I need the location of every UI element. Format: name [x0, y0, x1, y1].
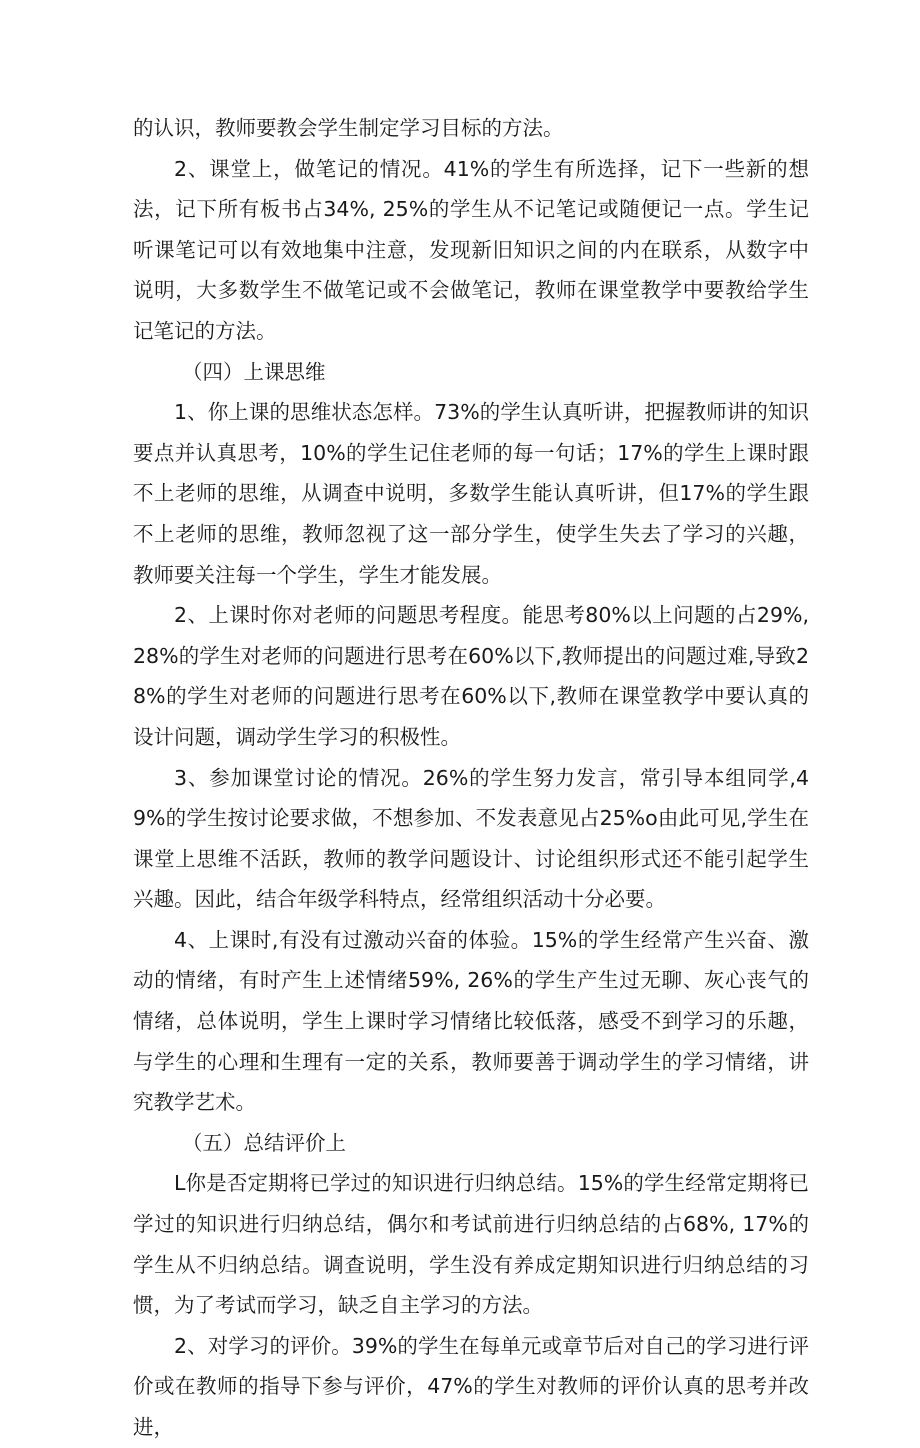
paragraph-continuation: 的认识，教师要教会学生制定学习目标的方法。 [133, 116, 564, 140]
section-heading-thinking: （四）上课思维 [182, 359, 326, 384]
paragraph-review: L你是否定期将已学过的知识进行归纳总结。15%的学生经常定期将已学过的知识进行归纳总结，偶尔和考试前进行归纳总结的占68%, 17%的学生从不归纳总结。调查说明，学生没有养成定期知识进行归纳总结的习惯，为了考试而学习，缺乏自主学习的方法。 [133, 1171, 809, 1318]
paragraph-evaluation: 2、对学习的评价。39%的学生在每单元或章节后对自己的学习进行评价或在教师的指导下参与评价，47%的学生对教师的评价认真的思考并改进， [133, 1333, 809, 1439]
paragraph-note-taking: 2、课堂上，做笔记的情况。41%的学生有所选择，记下一些新的想法，记下所有板书占34%, 25%的学生从不记笔记或随便记一点。学生记听课笔记可以有效地集中注意，发现新旧知识之间的内在联系，从数字中说明，大多数学生不做笔记或不会做笔记，教师在课堂教学中要教给学生记笔记的方法。 [133, 156, 809, 343]
paragraph-thinking-state: 1、你上课的思维状态怎样。73%的学生认真听讲，把握教师讲的知识要点并认真思考，10%的学生记住老师的每一句话；17%的学生上课时跟不上老师的思维，从调查中说明，多数学生能认真听讲，但17%的学生跟不上老师的思维，教师忽视了这一部分学生，使学生失去了学习的兴趣，教师要关注每一个学生，学生才能发展。 [133, 400, 809, 587]
section-heading-summary: （五）总结评价上 [182, 1130, 346, 1155]
paragraph-excitement: 4、上课时,有没有过激动兴奋的体验。15%的学生经常产生兴奋、激动的情绪，有时产生上述情绪59%, 26%的学生产生过无聊、灰心丧气的情绪，总体说明，学生上课时学习情绪比较低落，感受不到学习的乐趣，与学生的心理和生理有一定的关系，教师要善于调动学生的学习情绪，讲究教学艺术。 [133, 927, 809, 1115]
document-body [133, 108, 809, 1448]
paragraph-question-depth: 2、上课时你对老师的问题思考程度。能思考80%以上问题的占29%, 28%的学生对老师的问题进行思考在60%以下,教师提出的问题过难,导致28%的学生对老师的问题进行思考在60%以下,教师在课堂教学中要认真的设计问题，调动学生学习的积极性。 [133, 603, 809, 749]
paragraph-discussion: 3、参加课堂讨论的情况。26%的学生努力发言，常引导本组同学,49%的学生按讨论要求做，不想参加、不发表意见占25%o由此可见,学生在课堂上思维不活跃，教师的教学问题设计、讨论组织形式还不能引起学生兴趣。因此，结合年级学科特点，经常组织活动十分必要。 [133, 765, 809, 912]
